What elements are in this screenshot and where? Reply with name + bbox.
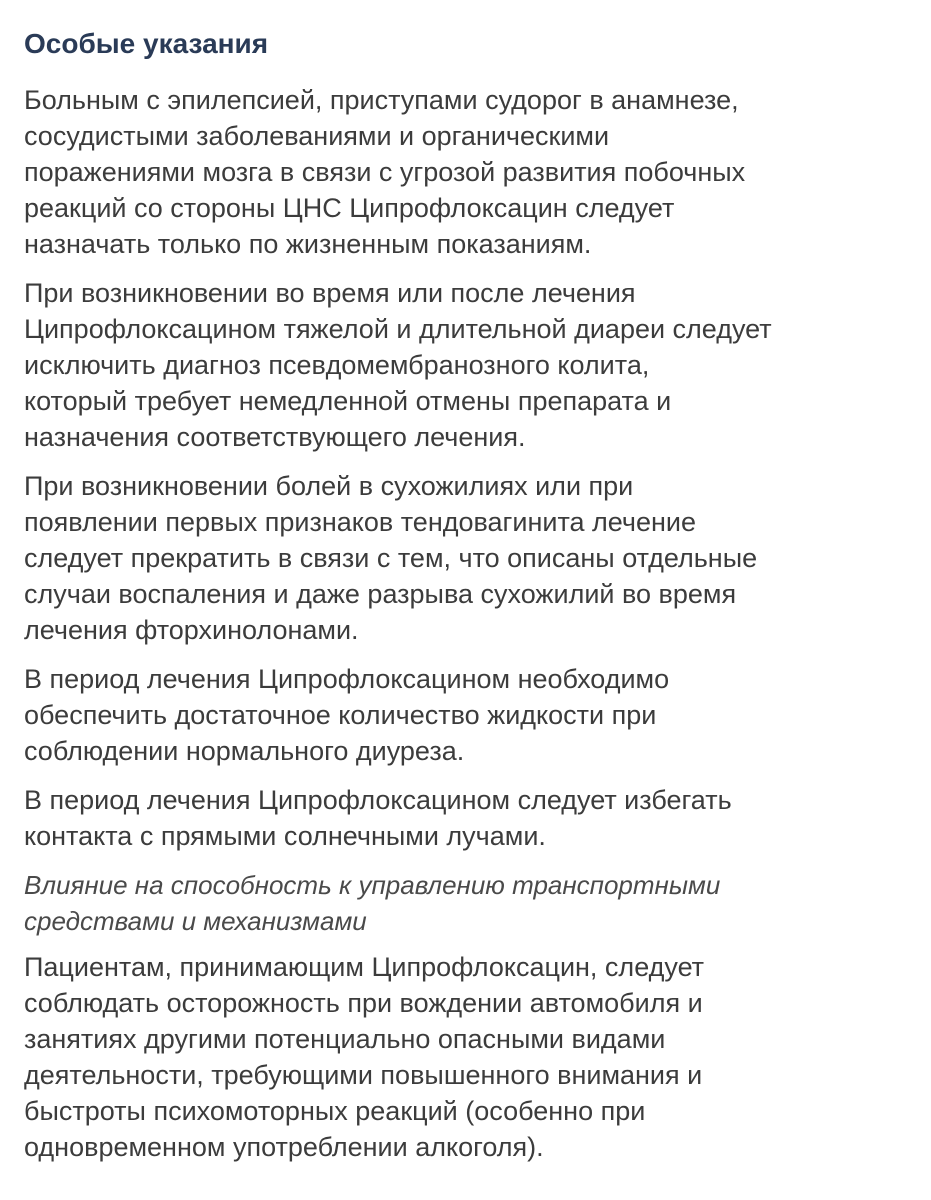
text-line: Влияние на способность к управлению транспортными [24, 870, 721, 900]
text-line: который требует немедленной отмены препарата и [24, 386, 672, 416]
section-heading: Особые указания [24, 28, 269, 59]
text-line: исключить диагноз псевдомембранозного колита, [24, 350, 650, 380]
text-line: поражениями мозга в связи с угрозой развития побочных [24, 157, 746, 187]
text-line: Больным с эпилепсией, приступами судорог в анамнезе, [24, 85, 739, 115]
text-line: сосудистыми заболеваниями и органическими [24, 121, 610, 151]
paragraph-tendon-warning [24, 468, 914, 648]
text-line: лечения фторхинолонами. [24, 615, 359, 645]
driving-subheading [24, 867, 914, 939]
text-line: соблюдать осторожность при вождении автомобиля и [24, 988, 703, 1018]
text-line: При возникновении болей в сухожилиях или при [24, 471, 634, 501]
text-line: Ципрофлоксацином тяжелой и длительной диареи следует [24, 314, 772, 344]
text-line: назначения соответствующего лечения. [24, 422, 526, 452]
text-line: При возникновении во время или после лечения [24, 278, 636, 308]
paragraph-fluid-intake [24, 661, 914, 769]
text-line: соблюдении нормального диуреза. [24, 736, 465, 766]
paragraph-epilepsy-warning [24, 82, 914, 262]
text-line: одновременном употреблении алкоголя). [24, 1132, 544, 1162]
text-line: реакций со стороны ЦНС Ципрофлоксацин следует [24, 193, 675, 223]
paragraph-sunlight-warning [24, 782, 914, 854]
paragraph-diarrhea-warning [24, 275, 914, 455]
paragraph-driving-caution [24, 949, 914, 1165]
text-line: назначать только по жизненным показаниям. [24, 229, 592, 259]
text-line: занятиях другими потенциально опасными видами [24, 1024, 666, 1054]
text-line: Пациентам, принимающим Ципрофлоксацин, следует [24, 952, 705, 982]
text-line: следует прекратить в связи с тем, что описаны отдельные [24, 543, 758, 573]
text-line: случаи воспаления и даже разрыва сухожилий во время [24, 579, 737, 609]
text-line: быстроты психомоторных реакций (особенно при [24, 1096, 646, 1126]
text-line: появлении первых признаков тендовагинита лечение [24, 507, 697, 537]
article-content [24, 22, 914, 1178]
text-line: В период лечения Ципрофлоксацином необходимо [24, 664, 670, 694]
text-line: обеспечить достаточное количество жидкости при [24, 700, 657, 730]
text-line: В период лечения Ципрофлоксацином следует избегать [24, 785, 732, 815]
text-line: контакта с прямыми солнечными лучами. [24, 821, 546, 851]
text-line: деятельности, требующими повышенного внимания и [24, 1060, 703, 1090]
text-line: средствами и механизмами [24, 906, 367, 936]
